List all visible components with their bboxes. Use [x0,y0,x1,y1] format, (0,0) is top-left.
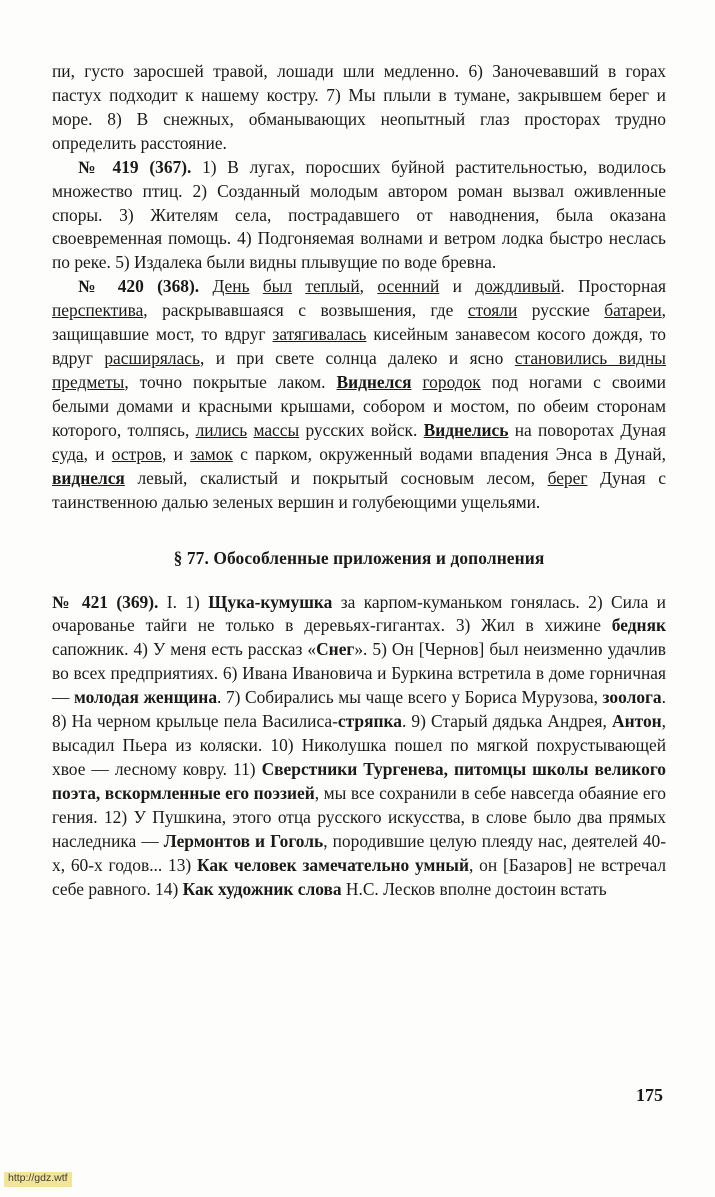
emphasized-run: лились [195,419,248,440]
emphasized-run: осенний [377,276,440,297]
emphasized-run: берег [547,467,588,488]
emphasized-run: Лермонтов и Гоголь [163,830,324,851]
exercise-421 [52,591,666,902]
emphasized-run: Сверстники Тургенева, питомцы школы великого поэта, вскормленные его поэзией [52,758,666,803]
emphasized-run: теплый [305,276,360,297]
page-body [52,60,666,902]
exercise-419 [52,156,666,276]
emphasized-run: бедняк [611,615,666,636]
emphasized-run: стояли [467,300,518,321]
emphasized-run: остров [111,443,163,464]
emphasized-run: становились видны [514,348,666,369]
emphasized-run: Как человек замечательно умный [197,854,469,875]
emphasized-run: молодая женщина [73,687,218,708]
emphasized-run: Виднелись [423,419,509,440]
exercise-419-text: 1) В лугах, поросших буйной растительностью, водилось множество птиц. 2) Созданный молодым автором роман вызвал оживленные споры. 3) Жителям села, пострадавшего от наводнения, была оказана своевременная помощь. 4) Подгоняемая волнами и ветром лодка быстро неслась по реке. 5) Издалека были видны плывущие по воде бревна. [52,156,666,273]
emphasized-run: виднелся [52,467,125,488]
exercise-421-text: I. 1) Щука-кумушка за карпом-куманьком гонялась. 2) Сила и очарованье тайги не только в деревьях-гигантах. 3) Жил в хижине бедняк сапожник. 4) У меня есть рассказ «Снег». 5) Он [Чернов] был неизменно удачлив во всех предприятиях. 6) Ивана Ивановича и Буркина встретила в доме горничная — молодая женщина. 7) Собирались мы чаще всего у Бориса Мурузова, зоолога. 8) На черном крыльце пела Василиса-стряпка. 9) Старый дядька Андрея, Антон, высадил Пьера из коляски. 10) Николушка пошел по мягкой похрустывающей хвое — лесному ковру. 11) Сверстники Тургенева, питомцы школы великого поэта, вскормленные его поэзией, мы все сохранили в себе навсегда обаяние его гения. 12) У Пушкина, этого отца русского искусства, в слове было два прямых наследника — Лермонтов и Гоголь, породившие целую плеяду нас, деятелей 40-х, 60-х годов... 13) Как человек замечательно умный, он [Базаров] не встречал себе равного. 14) Как художник слова Н.С. Лесков вполне достоин встать [52,591,667,899]
emphasized-run: массы [253,419,300,440]
emphasized-run: Антон [612,711,662,732]
section-heading: § 77. Обособленные приложения и дополнения [173,547,545,568]
emphasized-run: перспектива [52,300,144,321]
paragraph-continuation: пи, густо заросшей травой, лошади шли медленно. 6) Заночевавший в горах пастух подходит к нашему костру. 7) Мы плыли в тумане, закрывшем берег и море. 8) В снежных, обманывающих неопытный глаз просторах трудно определить расстояние. [52,61,666,153]
page-number: 175 [636,1085,663,1105]
emphasized-run: затягивалась [272,324,367,345]
emphasized-run: Как художник слова [182,878,342,899]
emphasized-run: расширялась [104,348,200,369]
exercise-420 [52,275,666,514]
exercise-number-421: № 421 (369). [52,591,159,612]
emphasized-run: Виднелся [336,371,412,392]
emphasized-run: стряпка [337,711,402,732]
exercise-420-text: День был теплый, осенний и дождливый. Просторная перспектива, раскрывавшаяся с возвышения, где стояли русские батареи, защищавшие мост, то вдруг затягивалась кисейным занавесом косого дождя, то вдруг расширялась, и при свете солнца далеко и ясно становились видны предметы, точно покрытые лаком. Виднелся городок под ногами с своими белыми домами и красными крышами, собором и мостом, по обеим сторонам которого, толпясь, лились массы русских войск. Виднелись на поворотах Дуная суда, и остров, и замок с парком, окруженный водами впадения Энса в Дунай, виднелся левый, скалистый и покрытый сосновым лесом, берег Дуная с таинственною далью зеленых вершин и голубеющими ущельями. [52,276,667,512]
emphasized-run: предметы [52,371,125,392]
emphasized-run: суда [52,443,84,464]
emphasized-run: дождливый [475,276,561,297]
emphasized-run: День [212,276,250,297]
emphasized-run: Снег [316,639,355,660]
exercise-number-419: № 419 (367). [78,156,192,177]
emphasized-run: Щука-кумушка [208,591,333,612]
exercise-number-420: № 420 (368). [78,276,200,297]
emphasized-run: был [262,276,293,297]
emphasized-run: батареи [604,300,662,321]
emphasized-run: городок [422,371,481,392]
watermark-url: http://gdz.wtf [4,1172,72,1187]
emphasized-run: замок [190,443,233,464]
emphasized-run: зоолога [602,687,662,708]
